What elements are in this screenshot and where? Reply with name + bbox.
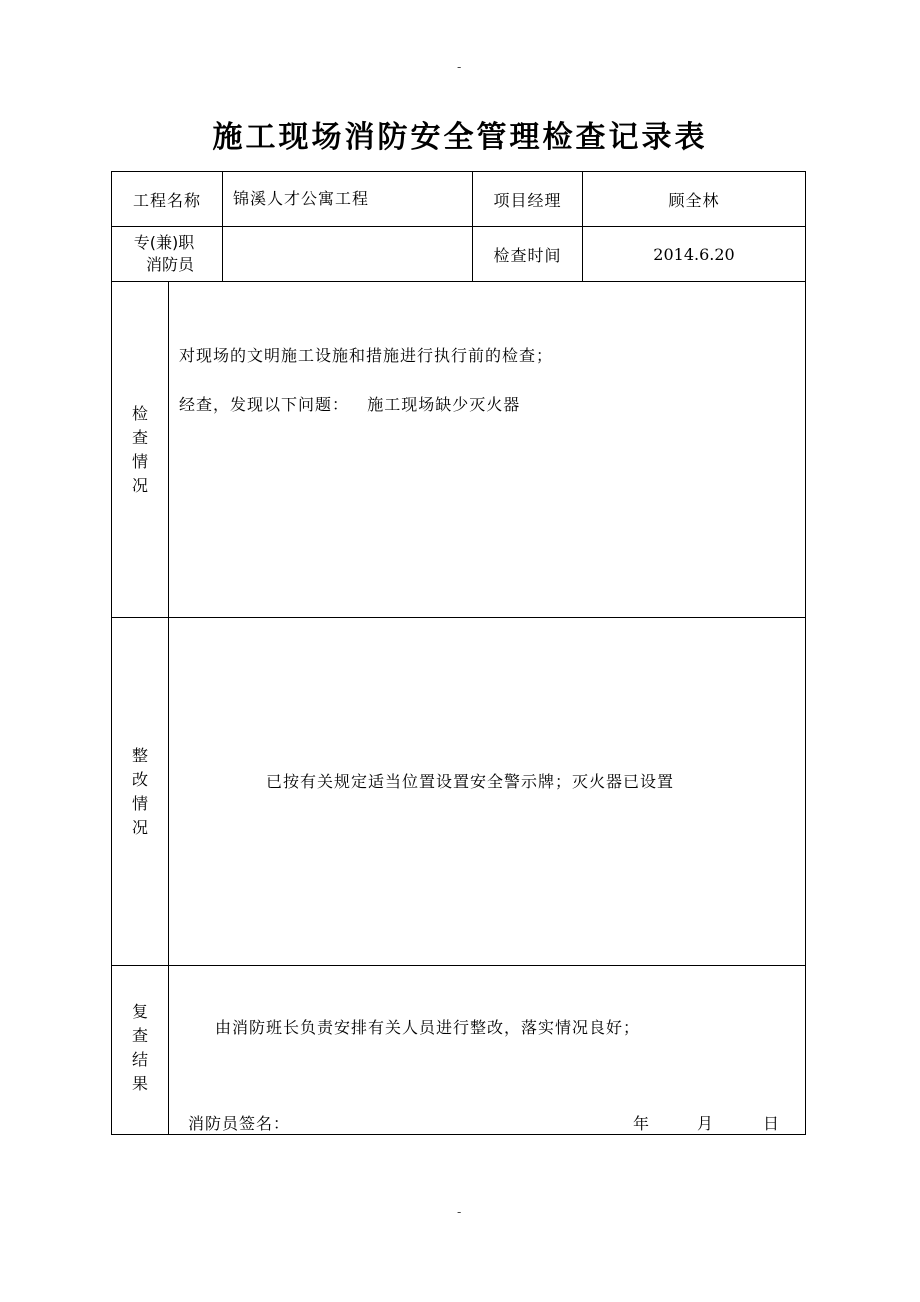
fire-officer-label-line2: 消防员 (145, 255, 194, 274)
project-manager-label: 项目经理 (493, 190, 562, 210)
rectification-section-label (112, 744, 168, 840)
header-col-divider-1 (222, 171, 223, 281)
review-label-char-1: 复 (131, 1002, 148, 1021)
review-text: 由消防班长负责安排有关人员进行整改，落实情况良好； (215, 1018, 641, 1037)
row-divider-2 (111, 281, 806, 282)
review-label-char-2: 查 (131, 1026, 148, 1045)
bottom-page-mark: - (457, 1205, 462, 1219)
inspection-label-char-2: 查 (131, 428, 148, 447)
inspection-section-label (112, 402, 168, 498)
fire-officer-label (112, 227, 222, 281)
rectification-label-char-1: 整 (131, 746, 148, 765)
inspection-label-char-4: 况 (131, 476, 148, 495)
fire-officer-signature-label: 消防员签名： (188, 1114, 291, 1133)
rectification-label-char-3: 情 (131, 794, 148, 813)
body-col-divider (168, 281, 169, 1135)
inspection-date-label: 检查时间 (493, 245, 562, 265)
review-label-char-4: 果 (131, 1074, 148, 1093)
table-border-left (111, 171, 112, 1135)
row-divider-3 (111, 617, 806, 618)
project-name-value: 锦溪人才公寓工程 (233, 189, 370, 208)
review-section-label (112, 1000, 168, 1096)
inspection-label-char-3: 情 (131, 452, 148, 471)
top-page-mark: - (457, 60, 462, 74)
project-manager-value: 顾全林 (668, 190, 720, 210)
signature-year-label: 年 (633, 1114, 651, 1133)
inspection-date-value: 2014.6.20 (653, 244, 735, 264)
rectification-label-char-2: 改 (131, 770, 148, 789)
document-title: 施工现场消防安全管理检查记录表 (212, 120, 708, 155)
rectification-label-char-4: 况 (131, 818, 148, 837)
rectification-text: 已按有关规定适当位置设置安全警示牌；灭火器已设置 (266, 772, 675, 791)
table-border-right (805, 171, 806, 1135)
inspection-text-line1: 对现场的文明施工设施和措施进行执行前的检查； (179, 346, 554, 365)
inspection-text-line2: 经查，发现以下问题： 施工现场缺少灭火器 (179, 395, 521, 414)
fire-officer-label-line1: 专(兼)职 (133, 233, 195, 252)
inspection-label-char-1: 检 (131, 404, 148, 423)
project-name-label: 工程名称 (132, 190, 201, 210)
row-divider-4 (111, 965, 806, 966)
table-border-bottom (111, 1134, 806, 1135)
inspection-record-table (111, 171, 806, 1135)
review-label-char-3: 结 (131, 1050, 148, 1069)
signature-month-label: 月 (697, 1114, 715, 1133)
signature-day-label: 日 (763, 1114, 781, 1133)
